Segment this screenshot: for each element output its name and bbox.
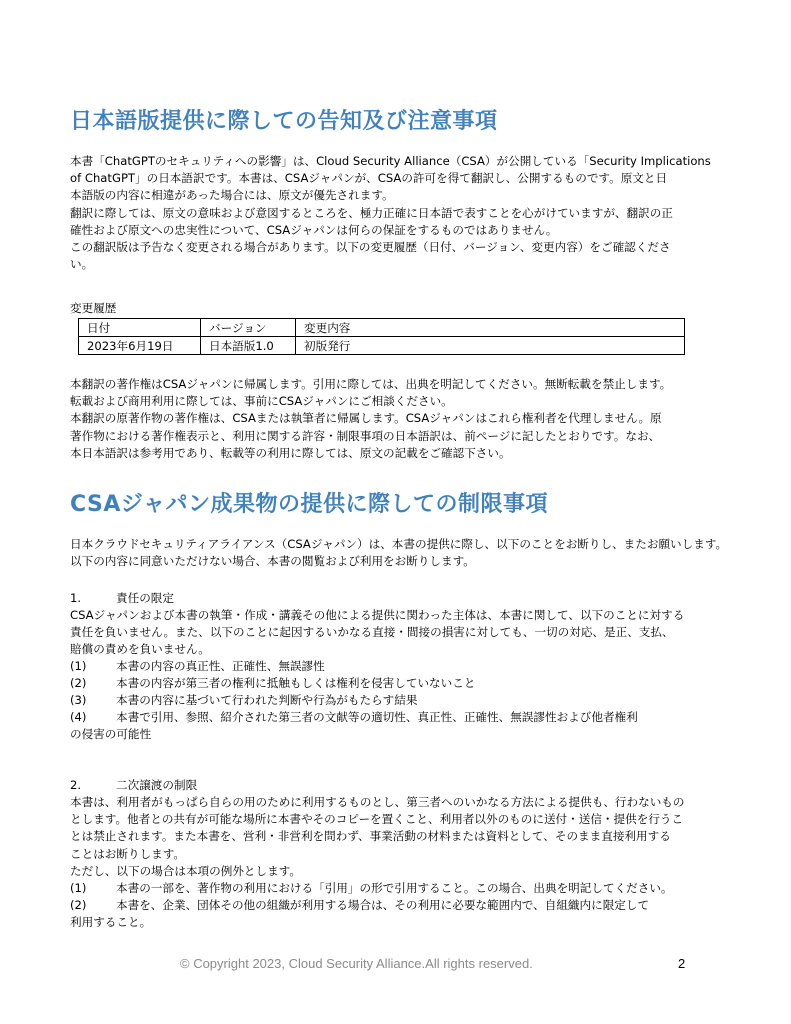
clause2-body — [70, 794, 714, 880]
table-cell: 日本語版1.0 — [201, 337, 296, 355]
paragraph-line: とします。他者との共有が可能な場所に本書やそのコピーを置くこと、利用者以外のものに送付・送信・提供を行うこ — [70, 812, 684, 827]
section2-intro — [70, 536, 728, 570]
list-item — [70, 880, 673, 897]
paragraph-line: 確性および原文への忠実性について、CSAジャパンは何らの保証をするものではありません。 — [70, 222, 558, 237]
section1-title: 日本語版提供に際しての告知及び注意事項 — [70, 109, 498, 134]
list-item — [70, 658, 325, 675]
paragraph-line: とは禁止されます。また本書を、営利・非営利を問わず、事業活動の材料または資料として、そのまま直接利用する — [70, 829, 671, 844]
paragraph-line: 転載および商用利用に際しては、事前にCSAジャパンにご相談ください。 — [70, 394, 453, 409]
paragraph-line: ことはお断りします。 — [70, 846, 186, 861]
section1-paragraph — [70, 153, 714, 273]
paragraph-line: い。 — [70, 257, 94, 272]
paragraph-line: この翻訳版は予告なく変更される場合があります。以下の変更履歴（日付、バージョン、変更内容）をご確認くださ — [70, 239, 671, 254]
list-item — [70, 675, 475, 692]
paragraph-line: 翻訳に際しては、原文の意味および意図するところを、極力正確に日本語で表すことを心がけていますが、翻訳の正 — [70, 205, 673, 220]
history-table — [78, 318, 685, 355]
paragraph-line: 日本クラウドセキュリティアライアンス（CSAジャパン）は、本書の提供に際し、以下のことをお断りし、またお願いします。 — [70, 537, 728, 551]
list-item-number: (3) — [70, 693, 87, 707]
paragraph-line: 本書は、利用者がもっぱら自らの用のために利用するものとし、第三者へのいかなる方法による提供も、行わないもの — [70, 795, 685, 809]
list-item-continuation: の侵害の可能性 — [70, 727, 152, 741]
page-number: 2 — [678, 956, 686, 971]
clause2-heading — [70, 777, 197, 794]
list-item-number: (2) — [70, 898, 87, 912]
table-cell: 初版発行 — [296, 337, 685, 355]
list-item-text: 本書で引用、参照、紹介された第三者の文献等の適切性、真正性、正確性、無誤謬性および他者権利 — [116, 710, 638, 724]
list-item-text: 本書の内容に基づいて行われた判断や行為がもたらす結果 — [116, 693, 418, 707]
clause-number: 2. — [70, 778, 82, 792]
paragraph-line: 以下の内容に同意いただけない場合、本書の閲覧および利用をお断りします。 — [70, 554, 475, 569]
paragraph-line: 本書「ChatGPTのセキュリティへの影響」は、Cloud Security Alliance（CSA）が公開している「Security Implications — [70, 154, 711, 168]
paragraph-line: 本語版の内容に相違があった場合には、原文が優先されます。 — [70, 188, 394, 203]
clause-heading: 二次譲渡の制限 — [116, 778, 198, 792]
table-header-row — [79, 319, 685, 337]
list-item-text: 本書の一部を、著作物の利用における「引用」の形で引用すること。この場合、出典を明記してください。 — [116, 881, 673, 895]
paragraph-line: 本日本語訳は参考用であり、転載等の利用に際しては、原文の記載をご確認下さい。 — [70, 445, 511, 460]
paragraph-line: CSAジャパンおよび本書の執筆・作成・講義その他による提供に関わった主体は、本書に関して、以下のことに対する — [70, 608, 685, 622]
list-item-continuation: 利用すること。 — [70, 915, 152, 929]
paragraph-line: 本翻訳の著作権はCSAジャパンに帰属します。引用に際しては、出典を明記してください。無断転載を禁止します。 — [70, 377, 672, 391]
paragraph-line: of ChatGPT」の日本語訳です。本書は、CSAジャパンが、CSAの許可を得て翻訳し、公開するものです。原文と日 — [70, 171, 668, 186]
list-item-text: 本書の内容が第三者の権利に抵触もしくは権利を侵害していないこと — [116, 676, 476, 690]
list-item-number: (4) — [70, 710, 87, 724]
clause1-heading — [70, 590, 174, 607]
table-header-cell: バージョン — [201, 319, 296, 337]
paragraph-line: 責任を負いません。また、以下のことに起因するいかなる直接・間接の損害に対しても、一切の対応、是正、支払、 — [70, 625, 674, 640]
copyright-notice — [70, 376, 714, 462]
list-item-number: (1) — [70, 881, 87, 895]
list-item — [70, 692, 417, 709]
list-item — [70, 897, 649, 914]
paragraph-line: 本翻訳の原著作物の著作権は、CSAまたは執筆者に帰属します。CSAジャパンはこれら権利者を代理しません。原 — [70, 411, 662, 426]
table-header-cell: 日付 — [79, 319, 201, 337]
section2-title: CSAジャパン成果物の提供に際しての制限事項 — [70, 492, 548, 517]
list-item-number: (2) — [70, 676, 87, 690]
table-header-cell: 変更内容 — [296, 319, 685, 337]
list-item-number: (1) — [70, 659, 87, 673]
clause-heading: 責任の限定 — [116, 591, 174, 605]
clause1-body — [70, 607, 714, 659]
list-item-text: 本書の内容の真正性、正確性、無誤謬性 — [116, 659, 325, 673]
history-label: 変更履歴 — [70, 301, 117, 315]
list-item-text: 本書を、企業、団体その他の組織が利用する場合は、その利用に必要な範囲内で、自組織内に限定して — [116, 898, 650, 912]
table-cell: 2023年6月19日 — [79, 337, 201, 355]
paragraph-line: 賠償の責めを負いません。 — [70, 642, 210, 657]
list-item — [70, 709, 638, 726]
footer-copyright: © Copyright 2023, Cloud Security Alliance.All rights reserved. — [180, 956, 533, 971]
paragraph-line: ただし、以下の場合は本項の例外とします。 — [70, 863, 301, 878]
paragraph-line: 著作物における著作権表示と、利用に関する許容・制限事項の日本語訳は、前ページに記したとおりです。なお、 — [70, 428, 661, 443]
clause-number: 1. — [70, 591, 82, 605]
table-row — [79, 337, 685, 355]
